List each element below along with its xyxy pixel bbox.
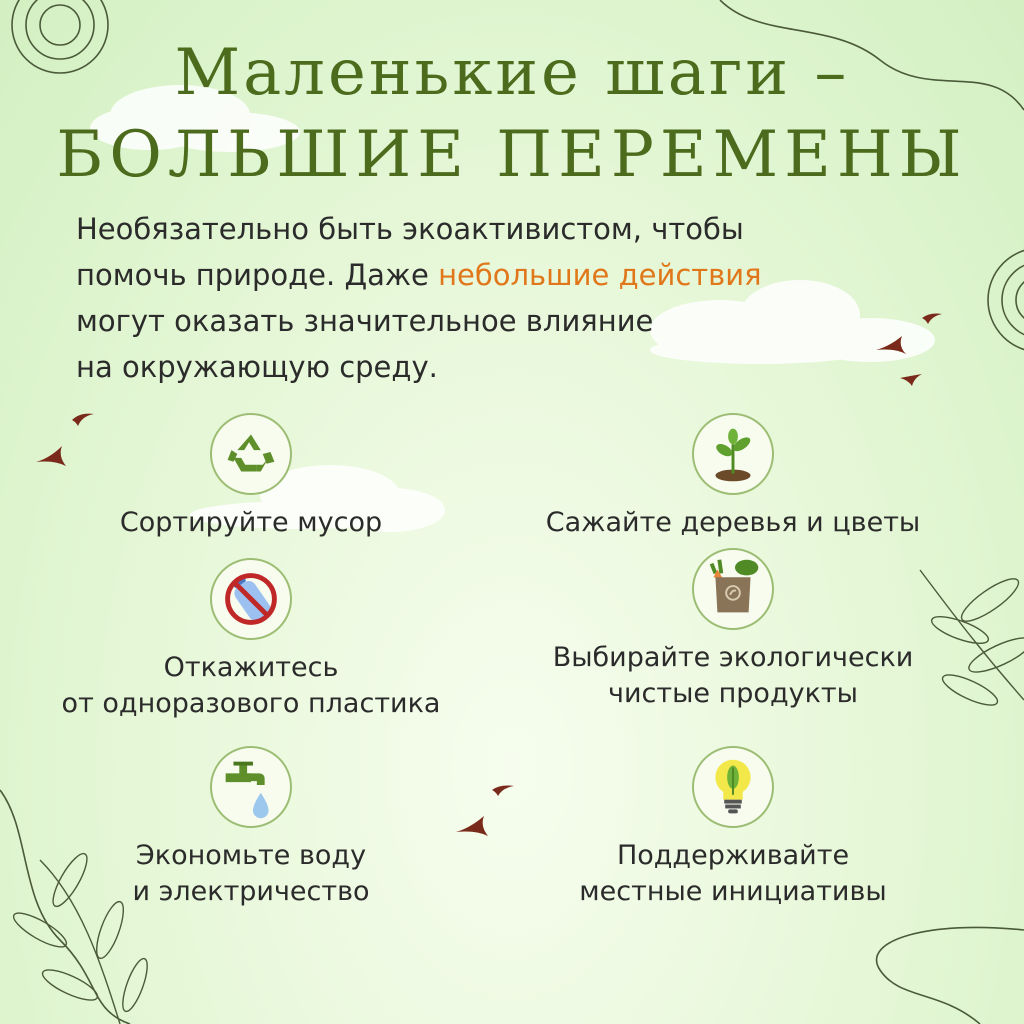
intro-line-3: могут оказать значительное влияние bbox=[76, 304, 654, 338]
tip-label-line-2: от одноразового пластика bbox=[61, 688, 441, 719]
eco-grocery-bag-icon bbox=[692, 548, 774, 630]
intro-line-2-text: помочь природе. Даже bbox=[76, 258, 439, 292]
tip-label-line-1: Экономьте воду bbox=[135, 840, 367, 871]
tip-sort-waste bbox=[16, 413, 486, 541]
tip-refuse-plastic bbox=[16, 558, 486, 722]
sprout-icon bbox=[692, 413, 774, 495]
water-tap-icon bbox=[210, 746, 292, 828]
tip-label-line-2: и электричество bbox=[132, 876, 370, 907]
intro-line-1: Необязательно быть экоактивистом, чтобы bbox=[76, 212, 744, 246]
tip-label bbox=[16, 838, 486, 910]
intro-line-2 bbox=[76, 252, 936, 298]
tip-label bbox=[498, 505, 968, 541]
tip-label bbox=[16, 505, 486, 541]
tip-label-line-2: местные инициативы bbox=[579, 876, 887, 907]
tip-label-line-1: Сортируйте мусор bbox=[119, 507, 383, 538]
tip-local-initiatives bbox=[498, 746, 968, 910]
recycle-icon bbox=[210, 413, 292, 495]
tip-label bbox=[498, 640, 968, 712]
eco-lightbulb-icon bbox=[692, 746, 774, 828]
tip-plant-trees bbox=[498, 413, 968, 541]
tip-label-line-1: Поддерживайте bbox=[616, 840, 850, 871]
intro-highlight: небольшие действия bbox=[438, 258, 762, 292]
no-plastic-bottle-icon bbox=[210, 558, 292, 640]
intro-paragraph bbox=[76, 206, 936, 390]
tip-label bbox=[16, 650, 486, 722]
circles-right bbox=[988, 248, 1024, 352]
title-line-2: БОЛЬШИЕ ПЕРЕМЕНЫ bbox=[56, 118, 968, 192]
title-line-1: Маленькие шаги – bbox=[174, 36, 850, 110]
tip-label-line-1: Сажайте деревья и цветы bbox=[545, 507, 921, 538]
tip-label-line-2: чистые продукты bbox=[608, 678, 858, 709]
intro-line-4: на окружающую среду. bbox=[76, 350, 438, 384]
tip-eco-products bbox=[498, 548, 968, 712]
tip-label-line-1: Выбирайте экологически bbox=[552, 642, 914, 673]
tip-save-water bbox=[16, 746, 486, 910]
tip-label-line-1: Откажитесь bbox=[163, 652, 339, 683]
tip-label bbox=[498, 838, 968, 910]
